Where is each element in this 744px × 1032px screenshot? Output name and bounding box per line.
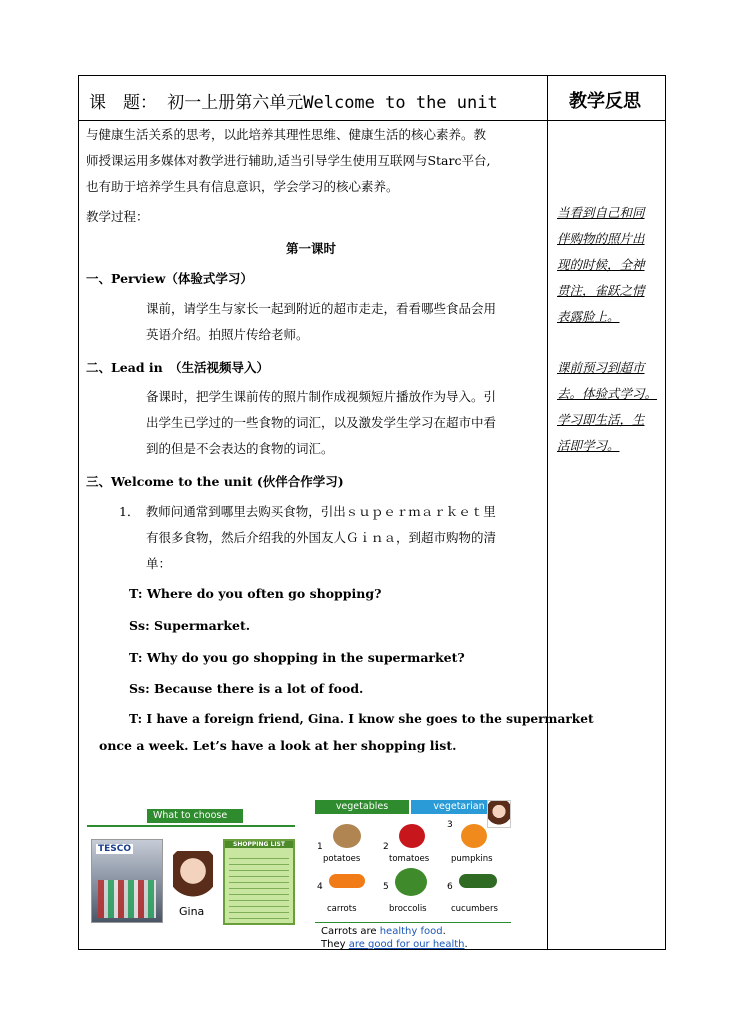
note2-line-2: 去。体验式学习。 [557,386,658,401]
broccoli-icon [395,868,427,896]
dialogue-line-2: Ss: Supermarket. [129,618,251,633]
caption2-part-c: . [464,939,468,950]
tomato-icon [399,824,425,848]
vegetables-tab: vegetables [315,800,409,814]
step1-line-3: 单： [146,556,172,571]
dialogue-line-4: Ss: Because there is a lot of food. [129,681,364,696]
caption1-part-c: . [442,926,446,937]
gina-label: Gina [179,905,205,918]
note1-line-5: 表露脸上。 [557,309,620,324]
step1-line-2: 有很多食物，然后介绍我的外国友人Ｇｉｎａ，到超市购物的清 [146,530,497,545]
veg-num: 3 [447,820,453,830]
veg-name: cucumbers [451,904,498,914]
note2-line-1: 课前预习到超市 [557,360,645,375]
green-rule [87,825,295,827]
intro-line-2: 师授课运用多媒体对教学进行辅助,适当引导学生使用互联网与Starc平台, [86,153,491,168]
section3-title: 三、Welcome to the unit (伙伴合作学习) [86,474,344,489]
section1-line-2: 英语介绍。拍照片传给老师。 [146,327,309,342]
caption1-part-a: Carrots are [321,926,380,937]
caption-good-for-health [321,939,468,950]
lesson-table [78,75,666,950]
column-divider [547,76,548,949]
carrot-icon [329,874,365,888]
dialogue-line-5: T: I have a foreign friend, Gina. I know she goes to the supermarket [129,712,594,726]
caption-healthy-food [321,926,446,937]
section1-line-1: 课前，请学生与家长一起到附近的超市走走，看看哪些食品会用 [146,301,497,316]
vegetables-image [307,798,513,950]
vegetarian-tab: vegetarian [411,800,507,814]
header-divider [79,120,665,121]
what-to-choose-tag: What to choose [147,809,243,823]
shopping-list-title: SHOPPING LIST [225,841,293,848]
veg-item-potatoes [317,820,377,868]
veg-num: 1 [317,842,323,852]
veg-name: pumpkins [451,854,493,864]
pumpkin-icon [461,824,487,848]
tesco-sign: TESCO [98,844,132,854]
cucumber-icon [459,874,497,888]
veg-name: potatoes [323,854,361,864]
potato-icon [333,824,361,848]
note1-line-3: 现的时候，全神 [557,257,645,272]
intro-line-3: 也有助于培养学生具有信息意识，学会学习的核心素养。 [86,179,399,194]
title-text: 初一上册第六单元Welcome to the unit [167,93,498,113]
note1-line-2: 伴购物的照片出 [557,231,645,246]
shopping-list-image [223,839,295,925]
section1-title: 一、Perview（体验式学习） [86,271,253,286]
section2-line-2: 出学生已学过的一些食物的词汇，以及激发学生学习在超市中看 [146,415,497,430]
veg-item-broccolis [383,868,443,918]
intro-line-1: 与健康生活关系的思考，以此培养其理性思维、健康生活的核心素养。教 [86,127,487,142]
reflection-note-2 [557,355,661,459]
gina-photo [173,851,213,901]
reflection-heading: 教学反思 [569,91,641,112]
title-label: 课 题： [89,93,157,113]
veg-name: carrots [327,904,357,914]
veg-item-pumpkins [447,820,511,868]
veg-num: 2 [383,842,389,852]
process-label: 教学过程： [86,209,149,224]
veg-name: tomatoes [389,854,430,864]
dialogue-line-1: T: Where do you often go shopping? [129,586,382,601]
caption2-part-a: They [321,939,349,950]
section2-title: 二、Lead in （生活视频导入） [86,360,270,375]
note1-line-4: 贯注，雀跃之情 [557,283,645,298]
section2-line-1: 备课时，把学生课前传的照片制作成视频短片播放作为导入。引 [146,389,497,404]
dialogue-line-6: once a week. Let’s have a look at her shopping list. [99,738,457,753]
lesson-period-title: 第一课时 [286,241,337,256]
section2-line-3: 到的但是不会表达的食物的词汇。 [146,441,334,456]
lesson-title [89,88,498,113]
veg-num: 6 [447,882,453,892]
caption2-part-b: are good for our health [348,939,465,950]
note2-line-3: 学习即生活，生 [557,412,645,427]
step1-line-1: 1． 教师问通常到哪里去购买食物，引出ｓｕｐｅｒｍａｒｋｅｔ里 [119,504,496,519]
note2-line-4: 活即学习。 [557,438,620,453]
veg-num: 5 [383,882,389,892]
veg-name: broccolis [389,904,427,914]
store-aisle [98,880,156,918]
veg-item-tomatoes [383,820,443,868]
shopping-list-lines [229,853,289,919]
veg-num: 4 [317,882,323,892]
green-rule-bottom [315,922,511,923]
supermarket-image [87,809,295,931]
veg-item-carrots [317,868,377,918]
tesco-store-photo [91,839,163,923]
note1-line-1: 当看到自己和同 [557,205,645,220]
caption1-part-b: healthy food [379,926,443,937]
veg-item-cucumbers [447,868,511,918]
dialogue-line-3: T: Why do you go shopping in the supermarket? [129,650,465,665]
reflection-note-1 [557,200,661,330]
